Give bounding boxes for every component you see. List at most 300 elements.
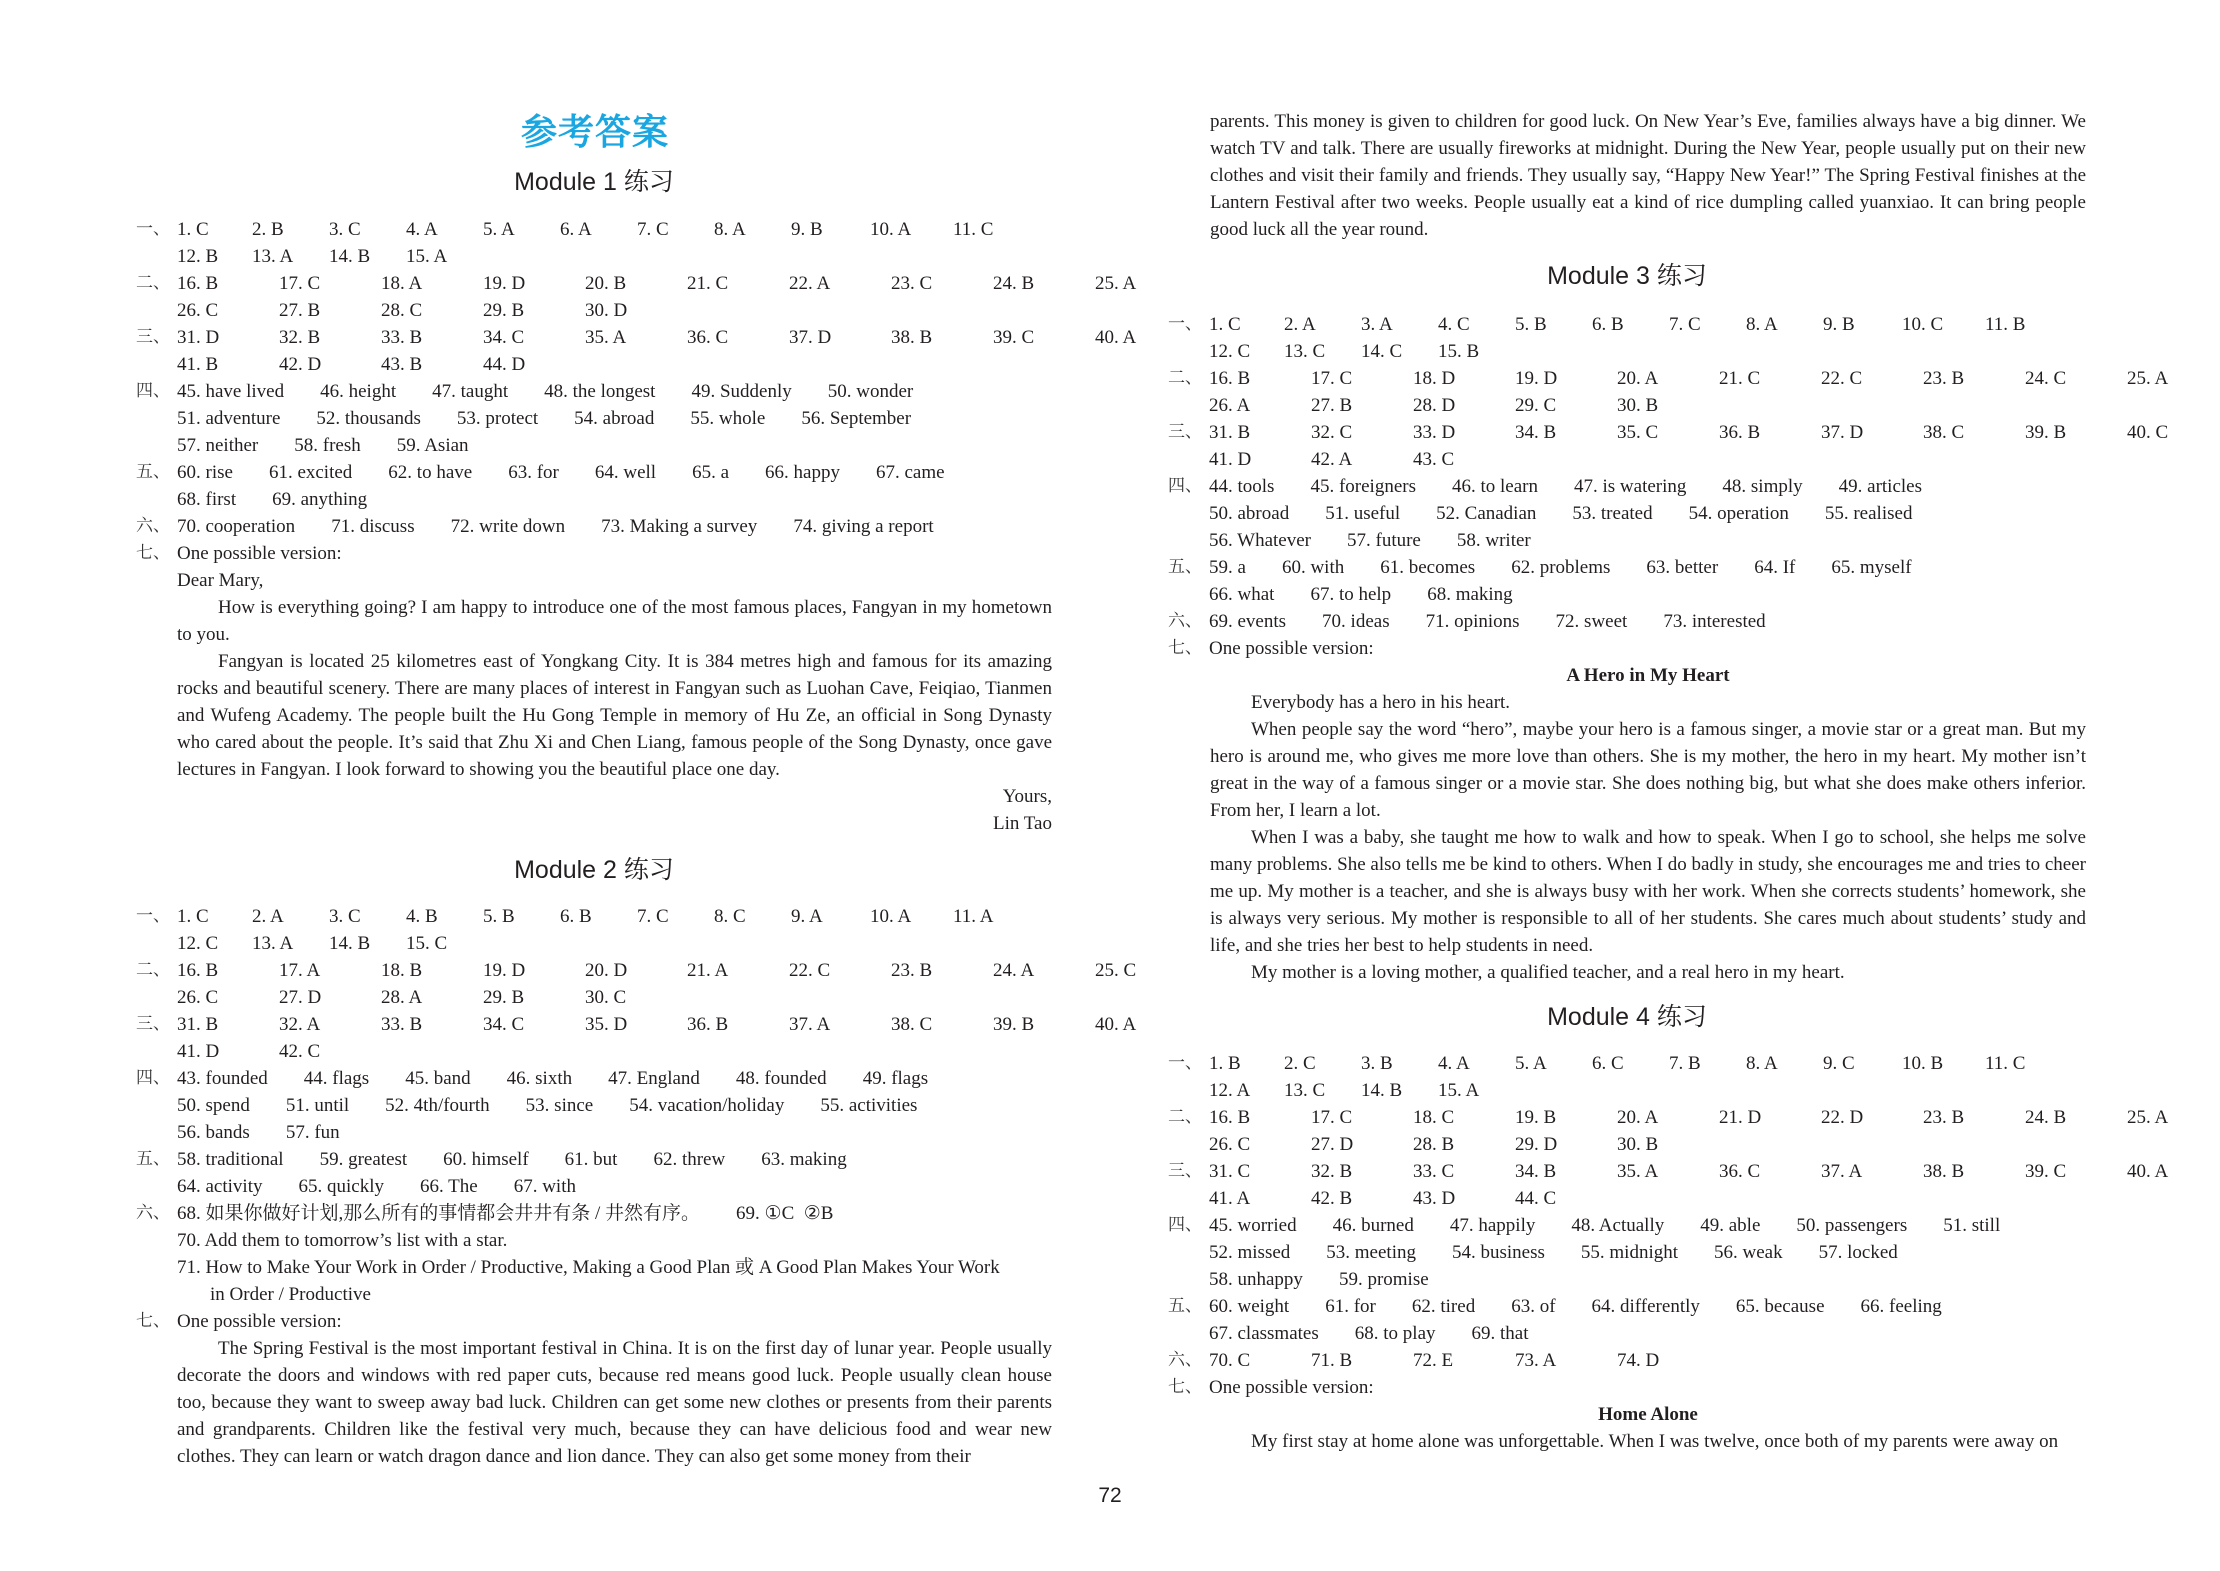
module-3-header: Module 3 练习 [1547,262,1707,290]
answer-item: 63. of [1511,1296,1556,1317]
answer-row [136,1254,1052,1281]
answer-item: 8. A [1746,314,1778,335]
answer-item: 22. C [1821,368,1863,389]
answer-item: 61. excited [268,462,353,483]
answer-item: 70. Add them to tomorrow’s list with a star. [177,1230,508,1251]
answer-row [136,1065,1052,1092]
answer-row [1168,1239,2086,1266]
answer-item: 52. thousands [316,408,421,429]
answer-row [1168,311,2086,338]
section-marker: 三、 [136,1014,170,1034]
answer-row [136,930,1052,957]
answer-item: 72. write down [450,516,566,537]
answer-row [1168,1266,2086,1293]
answer-item: 36. C [1719,1161,1761,1182]
answer-item: 58. writer [1456,530,1531,551]
answer-item: 58. traditional [177,1149,284,1170]
answer-item: 32. A [279,1014,321,1035]
answer-item: 22. A [789,273,831,294]
answer-item: 6. B [1592,314,1624,335]
answer-item: 44. C [1515,1188,1557,1209]
answer-row [136,957,1137,984]
answer-item: 14. B [329,933,371,954]
answer-row [136,540,1052,567]
answer-item: 22. C [789,960,831,981]
answer-item: 33. B [381,327,423,348]
module-4-header: Module 4 练习 [1547,1003,1707,1031]
section-marker: 七、 [1168,638,1202,658]
answer-item: 48. the longest [544,381,656,402]
answer-item: 42. A [1311,449,1353,470]
answer-item: 25. C [1095,960,1137,981]
answer-item: 41. B [177,354,219,375]
answer-item: 23. B [891,960,933,981]
section-marker [136,351,177,378]
answer-item: 27. D [279,987,322,1008]
answer-item: 9. B [1823,314,1855,335]
answer-item: 10. A [870,219,912,240]
section-marker: 七、 [136,543,170,563]
answer-item: 40. A [1095,327,1137,348]
answer-row [136,984,1052,1011]
answer-item: 29. B [483,300,525,321]
answer-item: 20. A [1617,368,1659,389]
answer-item: 44. tools [1209,476,1275,497]
answer-item: 36. B [1719,422,1761,443]
answer-item: 51. adventure [177,408,281,429]
answer-item: 39. C [2025,1161,2067,1182]
answer-item: 68. making [1427,584,1513,605]
answer-item: 48. Actually [1571,1215,1665,1236]
answer-item: 23. B [1923,1107,1965,1128]
answer-item: 12. C [177,933,219,954]
essay-paragraph: My first stay at home alone was unforgettable. When I was twelve, once both of my parents were away on [1251,1431,2059,1452]
answer-item: 73. A [1515,1350,1557,1371]
answer-item: 7. C [637,906,669,927]
answer-item: 55. activities [820,1095,918,1116]
module-2-header: Module 2 练习 [514,856,674,884]
answer-item: 74. giving a report [793,516,934,537]
answer-row [136,1011,1137,1038]
answer-row [136,1038,1052,1065]
section-marker: 一、 [1168,1053,1202,1073]
answer-row [136,486,1052,513]
answer-row [1168,1347,2086,1374]
answer-item: 1. C [177,906,209,927]
answer-item: 5. A [1515,1053,1547,1074]
answer-item: 11. C [953,219,994,240]
module-2-item-71 [136,1254,1052,1335]
answer-item: 70. ideas [1322,611,1390,632]
answer-item: One possible version: [1209,638,1374,659]
answer-item: 56. weak [1714,1242,1783,1263]
answer-item: 47. happily [1449,1215,1536,1236]
page-number: 72 [1098,1484,1122,1507]
answer-item: 65. myself [1831,557,1912,578]
answer-item: 60. with [1281,557,1345,578]
section-marker: 七、 [1168,1377,1202,1397]
answer-item: 65. a [692,462,730,483]
answer-item: 69. anything [272,489,368,510]
answer-item: 13. C [1284,341,1326,362]
answer-item: 66. feeling [1860,1296,1942,1317]
answer-item: 70. cooperation [177,516,296,537]
answer-item: 27. B [1311,395,1353,416]
answer-row [1168,419,2169,446]
answer-item: 66. happy [765,462,840,483]
answer-item: 54. abroad [574,408,655,429]
answer-item: 1. C [177,219,209,240]
answer-item: 43. founded [177,1068,268,1089]
answer-item: 67. classmates [1209,1323,1319,1344]
answer-item: 18. A [381,273,423,294]
answer-item: 32. B [1311,1161,1353,1182]
answer-row [1168,1185,2086,1212]
answer-item: 60. weight [1209,1296,1290,1317]
answer-item: 45. worried [1209,1215,1297,1236]
answer-item: 62. threw [653,1149,726,1170]
answer-row [1168,1050,2086,1077]
answer-item: 70. C [1209,1350,1251,1371]
answer-item: 10. A [870,906,912,927]
answer-item: 2. A [252,906,284,927]
answer-item: 15. C [406,933,448,954]
section-marker: 六、 [1168,611,1202,631]
answer-item: 10. C [1902,314,1944,335]
answer-item: 64. differently [1591,1296,1700,1317]
module-3-essay [1210,662,2086,986]
answer-item: 42. C [279,1041,321,1062]
answer-item: 16. B [177,273,219,294]
answer-row [1168,1212,2086,1239]
answer-item: 63. better [1646,557,1719,578]
answer-item: 8. A [1746,1053,1778,1074]
answer-item: 67. came [875,462,945,483]
answer-item: 3. B [1361,1053,1393,1074]
answer-item: 71. How to Make Your Work in Order / Productive, Making a Good Plan 或 A Good Plan Makes Your Work [177,1257,1000,1278]
answer-item: 21. C [687,273,729,294]
answer-item: 21. C [1719,368,1761,389]
answer-item: 51. useful [1325,503,1401,524]
answer-item: 59. greatest [319,1149,408,1170]
section-marker [1168,392,1209,419]
section-marker: 二、 [1168,1107,1202,1127]
answer-item: 13. A [252,246,294,267]
answer-item: 61. for [1325,1296,1376,1317]
answer-item: 24. A [993,960,1035,981]
answer-item: 48. founded [735,1068,827,1089]
section-marker [1168,1266,1209,1293]
answer-row [1168,1158,2169,1185]
answer-item: 34. C [483,327,525,348]
section-marker [136,984,177,1011]
answer-row [1168,1077,2086,1104]
answer-item: 29. D [1515,1134,1558,1155]
section-marker [136,1173,177,1200]
section-marker: 一、 [1168,314,1202,334]
essay-title: Home Alone [1598,1404,1698,1425]
answer-item: 20. A [1617,1107,1659,1128]
section-marker: 三、 [1168,422,1202,442]
answer-item: 9. B [791,219,823,240]
answer-row [136,378,1052,405]
answer-item: 66. The [419,1176,478,1197]
section-marker [136,1119,177,1146]
module-1-header: Module 1 练习 [514,168,674,196]
answer-row [1168,1104,2169,1131]
section-marker [1168,338,1209,365]
answer-item: 17. C [279,273,321,294]
answer-item: 46. to learn [1451,476,1538,497]
answer-item: 43. B [381,354,423,375]
answer-row [136,903,1052,930]
section-marker [136,486,177,513]
answer-item: 28. C [381,300,423,321]
answer-row [1168,473,2086,500]
answer-item: 37. D [789,327,832,348]
section-marker [136,930,177,957]
answer-item: 38. C [1923,422,1965,443]
section-marker [1168,500,1209,527]
answer-item: 38. C [891,1014,933,1035]
answer-item: 42. D [279,354,322,375]
answer-item: 31. C [1209,1161,1251,1182]
answer-item: 59. Asian [396,435,469,456]
answer-item: 38. B [1923,1161,1965,1182]
answer-item: 47. is watering [1574,476,1687,497]
answer-item: 68. 如果你做好计划,那么所有的事情都会井井有条 / 井然有序。 [177,1203,701,1224]
section-marker [1168,1185,1209,1212]
answer-row [136,432,1052,459]
answer-item: 27. D [1311,1134,1354,1155]
answer-item: 41. D [1209,449,1252,470]
essay-paragraph: When I was a baby, she taught me how to walk and how to speak. When I go to school, she helps me solve many problems. She also tells me be kind to others. When I do badly in study, she encourages me and tries to cheer me up. My mother is a teacher, and she is always busy with her work. When she corrects students’ homework, she is always very serious. My mother is responsible to all of her students. She cares much about students’ study and life, and she tries her best to help students in need. [1210,827,2086,956]
answer-item: 25. A [1095,273,1137,294]
answer-item: 13. C [1284,1080,1326,1101]
answer-item: 17. C [1311,368,1353,389]
section-marker [1168,581,1209,608]
answer-item: 2. B [252,219,284,240]
answer-row [136,270,1137,297]
answer-item: 68. to play [1354,1323,1436,1344]
answer-row [1168,338,2086,365]
answer-item: 30. D [585,300,628,321]
answer-item: 69. ①C ②B [736,1203,834,1224]
module-2-essay-part-1 [177,1335,1052,1470]
answer-item: 63. for [508,462,559,483]
section-marker: 三、 [1168,1161,1202,1181]
answer-item: 19. D [483,960,526,981]
answer-item: 56. Whatever [1209,530,1311,551]
answer-item: 58. unhappy [1209,1269,1303,1290]
answer-item: 5. B [1515,314,1547,335]
answer-item: 25. A [2127,1107,2169,1128]
answer-item: 29. C [1515,395,1557,416]
answer-item: 67. with [513,1176,576,1197]
answer-row [136,1308,1052,1335]
answer-item: 60. himself [443,1149,529,1170]
answer-item: 47. England [608,1068,700,1089]
answer-item: 1. B [1209,1053,1241,1074]
answer-item: 7. C [637,219,669,240]
answer-item: 6. B [560,906,592,927]
answer-item: 18. D [1413,368,1456,389]
answer-row [136,1092,1052,1119]
answer-item: 69. that [1471,1323,1529,1344]
answer-item: 64. well [594,462,657,483]
answer-row [1168,365,2169,392]
answer-row [136,1227,1052,1254]
answer-item: 37. D [1821,422,1864,443]
section-marker [1168,1131,1209,1158]
section-marker: 二、 [136,273,170,293]
page-title: 参考答案 [520,111,669,153]
answer-item: 57. future [1347,530,1421,551]
answer-item: 12. B [177,246,219,267]
answer-item: 15. A [1438,1080,1480,1101]
answer-item: 43. D [1413,1188,1456,1209]
answer-item: 35. A [1617,1161,1659,1182]
answer-item: 48. simply [1722,476,1803,497]
answer-row [1168,1131,2086,1158]
answer-item: 34. B [1515,422,1557,443]
answer-item: 72. E [1413,1350,1454,1371]
answer-item: 2. A [1284,314,1316,335]
answer-item: 57. fun [285,1122,340,1143]
section-marker: 四、 [1168,476,1202,496]
module-4-answers [1168,1050,2169,1401]
answer-item: 9. A [791,906,823,927]
section-marker: 四、 [136,1068,170,1088]
answer-item: 62. problems [1511,557,1611,578]
answer-item: 32. C [1311,422,1353,443]
section-marker: 四、 [136,381,170,401]
answer-item: 8. C [714,906,746,927]
answer-item: 55. midnight [1580,1242,1679,1263]
answer-item: 49. Suddenly [691,381,792,402]
answer-item: 65. quickly [298,1176,384,1197]
answer-item: 66. what [1209,584,1275,605]
answer-row [1168,527,2086,554]
answer-item: 23. B [1923,368,1965,389]
answer-item: 64. activity [177,1176,263,1197]
section-marker [1168,1077,1209,1104]
section-marker: 二、 [1168,368,1202,388]
answer-item: 46. sixth [506,1068,573,1089]
answer-item: 28. A [381,987,423,1008]
letter-greeting: Dear Mary, [177,570,264,591]
answer-item: 14. C [1361,341,1403,362]
answer-item: 43. C [1413,449,1455,470]
answer-item: 26. C [177,987,219,1008]
essay-paragraph: My mother is a loving mother, a qualified teacher, and a real hero in my heart. [1251,962,1845,983]
answer-item: 35. D [585,1014,628,1035]
answer-item: in Order / Productive [210,1284,371,1305]
answer-row [136,1146,1052,1173]
answer-row [136,297,1052,324]
letter-signature: Lin Tao [992,813,1052,834]
section-marker: 二、 [136,960,170,980]
answer-item: 73. interested [1663,611,1766,632]
answer-item: 26. C [177,300,219,321]
answer-row [136,1119,1052,1146]
answer-row [136,1200,1052,1227]
answer-item: 19. B [1515,1107,1557,1128]
answer-item: 37. A [789,1014,831,1035]
answer-item: 27. B [279,300,321,321]
answer-item: 8. A [714,219,746,240]
answer-row [1168,500,2086,527]
answer-item: 65. because [1735,1296,1825,1317]
answer-item: 54. operation [1688,503,1789,524]
answer-item: 61. becomes [1380,557,1476,578]
answer-item: 28. D [1413,395,1456,416]
answer-item: 30. B [1617,395,1659,416]
answer-item: 4. A [1438,1053,1470,1074]
answer-row [136,1173,1052,1200]
answer-item: 2. C [1284,1053,1316,1074]
answer-item: 71. opinions [1425,611,1520,632]
answer-row [136,459,1052,486]
answer-item: 12. C [1209,341,1251,362]
answer-item: 60. rise [177,462,233,483]
answer-item: 3. C [329,906,361,927]
answer-item: 19. D [1515,368,1558,389]
section-marker [1168,527,1209,554]
letter-paragraph: How is everything going? I am happy to introduce one of the most famous places, Fangyan in my hometown to you. [177,597,1052,645]
answer-item: 19. D [483,273,526,294]
answer-item: 52. Canadian [1436,503,1537,524]
section-marker [136,432,177,459]
answer-item: 5. A [483,219,515,240]
answer-item: 53. since [525,1095,594,1116]
section-marker: 一、 [136,219,170,239]
answer-item: 31. B [177,1014,219,1035]
answer-item: 12. A [1209,1080,1251,1101]
answer-item: 35. A [585,327,627,348]
module-4-essay [1210,1401,2086,1455]
answer-item: 47. taught [432,381,509,402]
letter-closing: Yours, [1002,786,1052,807]
section-marker: 三、 [136,327,170,347]
answer-item: One possible version: [1209,1377,1374,1398]
answer-item: 55. realised [1824,503,1913,524]
answer-item: 24. C [2025,368,2067,389]
answer-item: 40. A [1095,1014,1137,1035]
answer-item: 15. B [1438,341,1480,362]
answer-item: 45. have lived [177,381,285,402]
answer-item: 29. B [483,987,525,1008]
answer-item: 68. first [177,489,237,510]
answer-item: 6. C [1592,1053,1624,1074]
answer-item: 33. C [1413,1161,1455,1182]
answer-item: 45. foreigners [1310,476,1416,497]
answer-item: 49. articles [1838,476,1922,497]
answer-item: 39. B [2025,422,2067,443]
answer-item: 14. B [329,246,371,267]
answer-item: 33. B [381,1014,423,1035]
answer-item: 54. business [1451,1242,1545,1263]
answer-item: 51. still [1943,1215,2001,1236]
answer-item: 3. C [329,219,361,240]
section-marker [1168,1239,1209,1266]
answer-item: 24. B [993,273,1035,294]
answer-item: 33. D [1413,422,1456,443]
answer-item: 56. September [801,408,912,429]
answer-item: 46. height [320,381,397,402]
answer-item: 41. D [177,1041,220,1062]
module-2-answers [136,903,1137,1254]
